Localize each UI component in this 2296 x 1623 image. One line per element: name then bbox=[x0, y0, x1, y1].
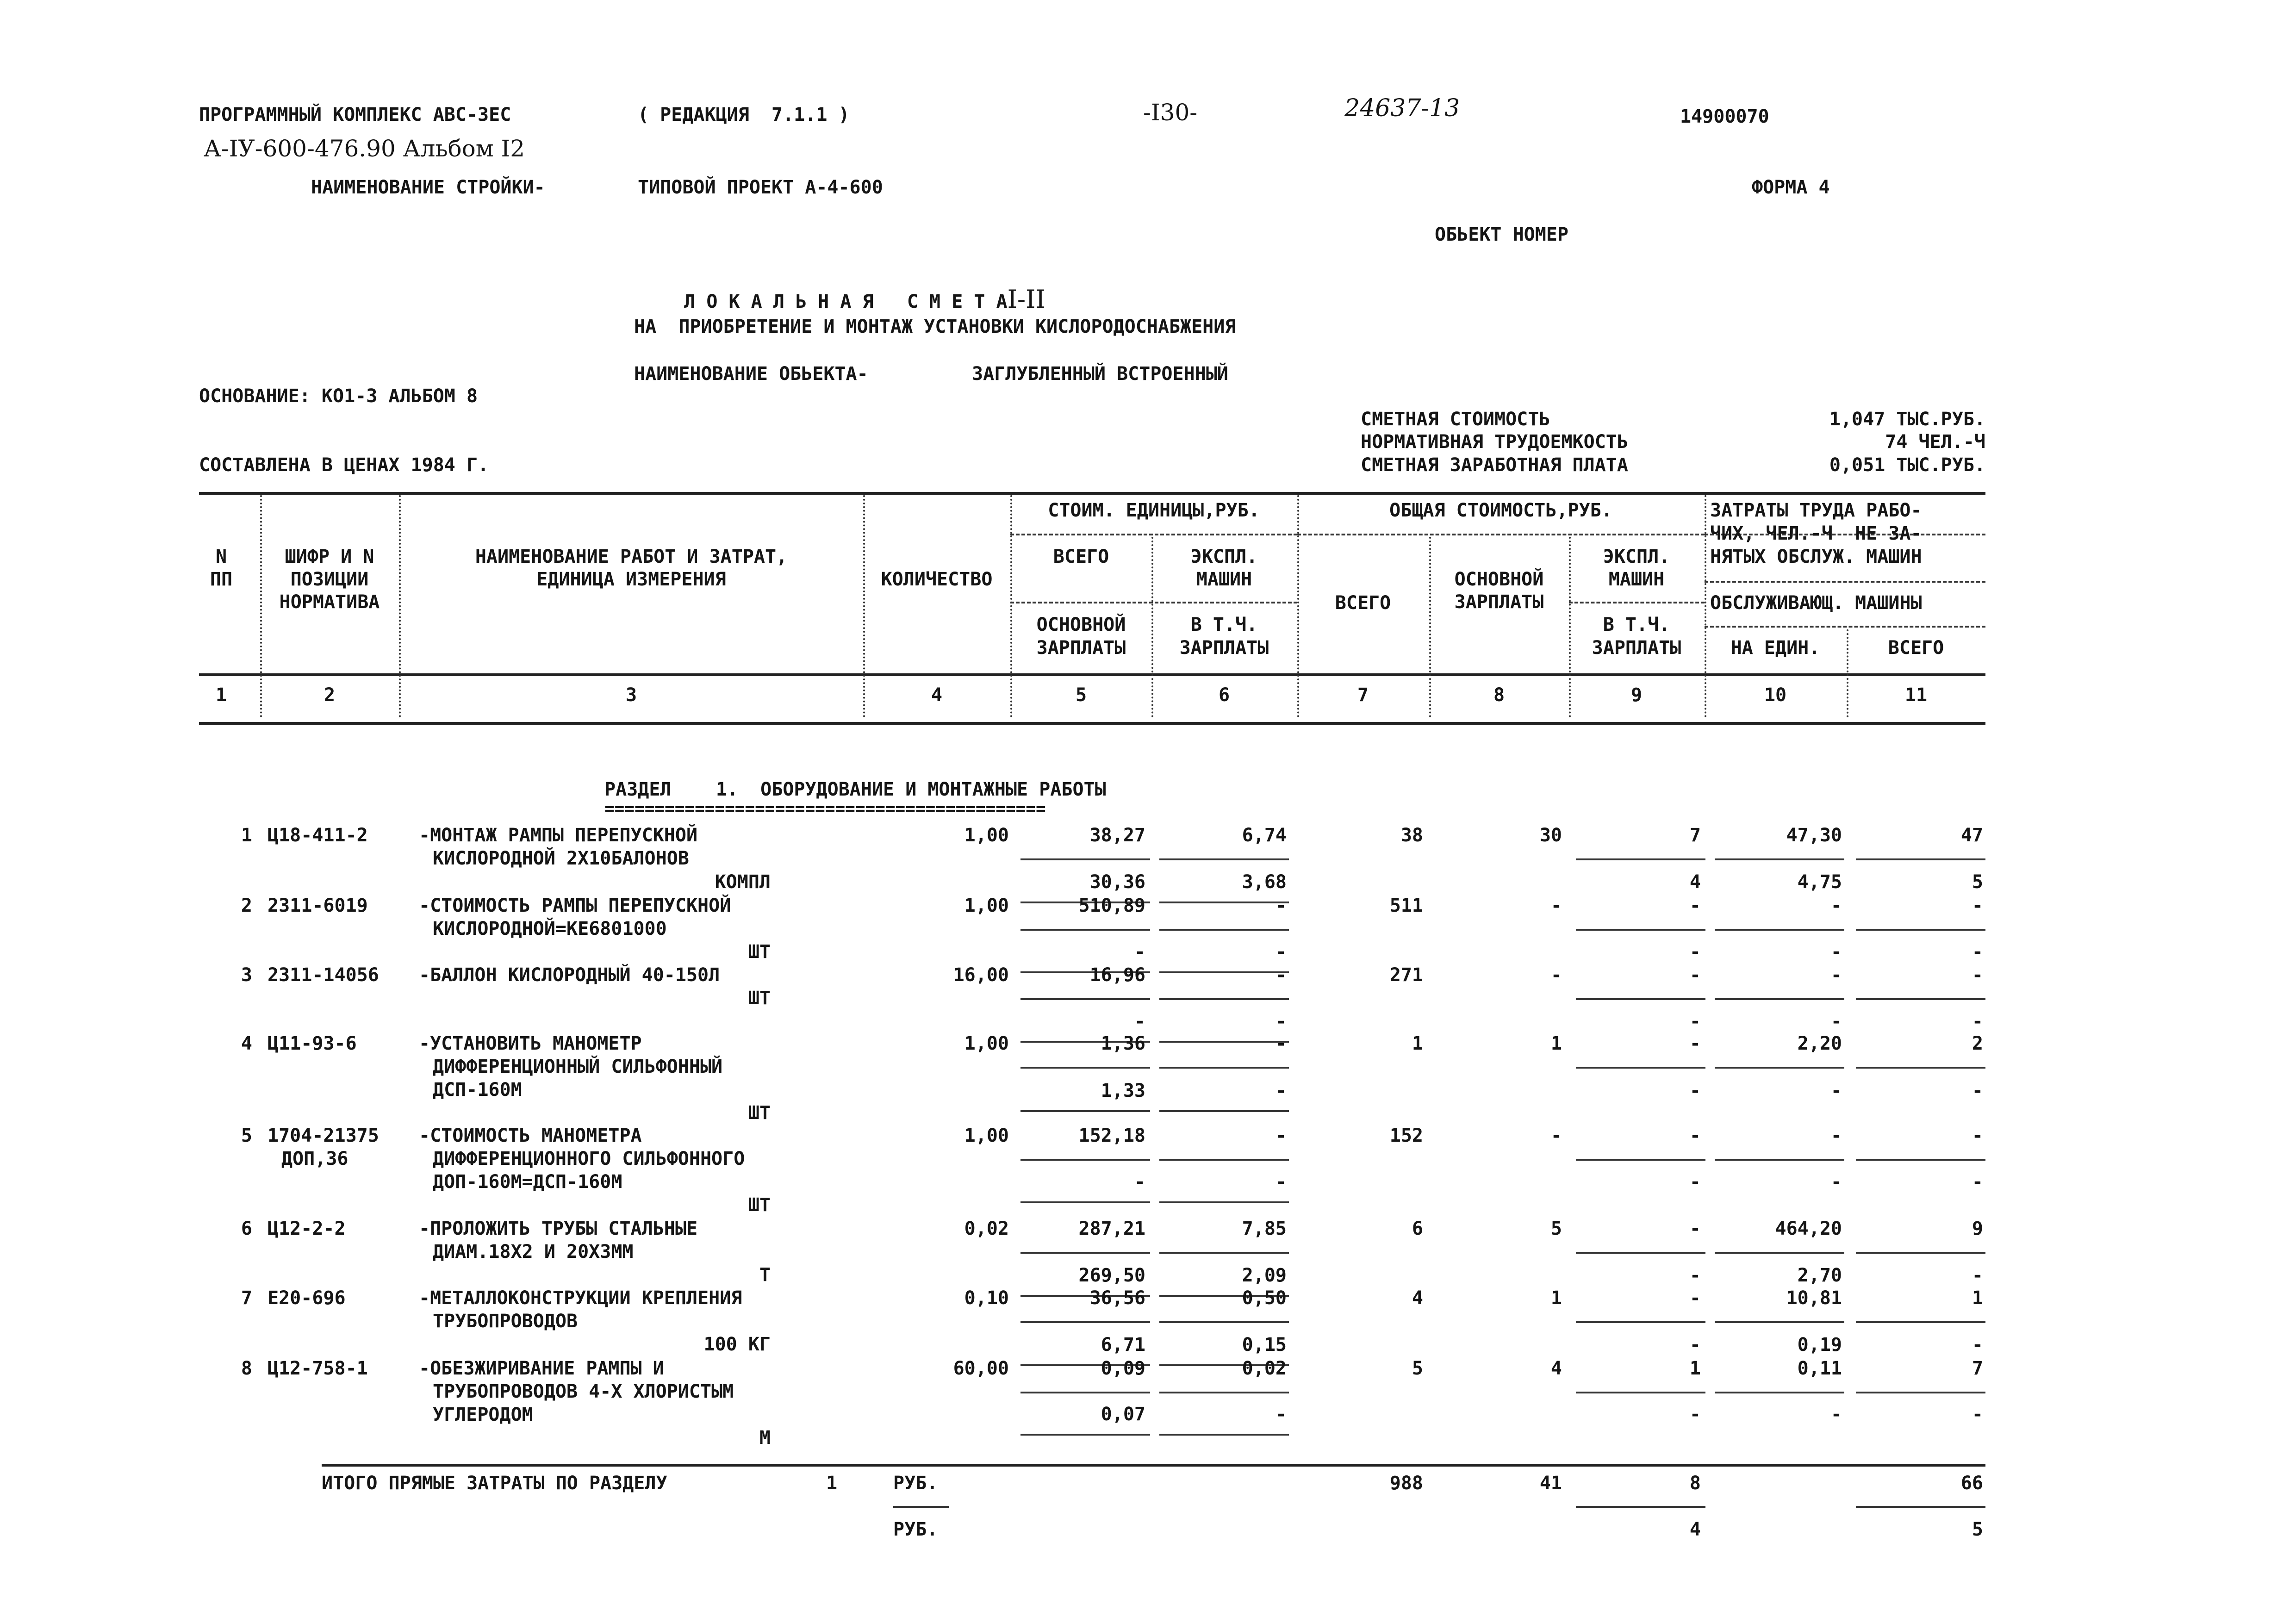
summary-label: СМЕТНАЯ СТОИМОСТЬ bbox=[1361, 409, 1550, 430]
hdr-labor-machines: ОБСЛУЖИВАЮЩ. МАШИНЫ bbox=[1710, 592, 1922, 614]
row-unit-total: 510,89 bbox=[1078, 895, 1145, 916]
row-unit-machines: 6,74 bbox=[1242, 825, 1287, 846]
hdr-total-machines: МАШИН bbox=[1608, 569, 1665, 590]
row-machines-wages: - bbox=[1689, 1265, 1701, 1286]
row-subrule bbox=[1576, 1067, 1705, 1069]
row-code: Ц18-411-2 bbox=[268, 825, 368, 846]
row-quantity: 1,00 bbox=[964, 825, 1009, 846]
row-unit-total: 16,96 bbox=[1089, 964, 1145, 986]
hdr-labor-group: ЧИХ, ЧЕЛ.-Ч НЕ ЗА- bbox=[1710, 523, 1922, 544]
totals-labor-total: 66 bbox=[1960, 1473, 1983, 1494]
object-number: ОБЬЕКТ НОМЕР bbox=[1435, 224, 1568, 245]
row-subrule bbox=[1159, 858, 1289, 860]
row-total-machines: - bbox=[1689, 1033, 1701, 1054]
row-unit: ШТ bbox=[748, 941, 771, 963]
col-number: 6 bbox=[1218, 684, 1230, 706]
row-quantity: 0,02 bbox=[964, 1218, 1009, 1239]
row-labor-total: 47 bbox=[1960, 825, 1983, 846]
row-subrule bbox=[1159, 1434, 1289, 1436]
row-labor-per-unit: - bbox=[1830, 1125, 1842, 1146]
totals-rule bbox=[1856, 1506, 1985, 1508]
row-name-line: ДИФФЕРЕНЦИОННОГО СИЛЬФОННОГО bbox=[433, 1148, 745, 1169]
row-subrule bbox=[1856, 1321, 1985, 1323]
row-subrule bbox=[1020, 1110, 1150, 1112]
row-number: 6 bbox=[241, 1218, 252, 1239]
column-separator bbox=[863, 495, 865, 717]
hdr-total-incl-wages: В Т.Ч. bbox=[1603, 614, 1670, 635]
colnum-bottom-rule bbox=[199, 722, 1985, 725]
row-unit-machines: 0,02 bbox=[1242, 1358, 1287, 1379]
row-number: 5 bbox=[241, 1125, 252, 1146]
row-subrule bbox=[1159, 1321, 1289, 1323]
row-number: 2 bbox=[241, 895, 252, 916]
column-separator bbox=[1429, 537, 1431, 717]
row-subrule bbox=[1159, 998, 1289, 1000]
handwritten-code: 24637-13 bbox=[1344, 94, 1460, 122]
row-unit-wages: - bbox=[1134, 1011, 1145, 1032]
row-labor-per-unit: 10,81 bbox=[1786, 1287, 1842, 1309]
row-number: 8 bbox=[241, 1358, 252, 1379]
row-machines-wages: - bbox=[1689, 1404, 1701, 1425]
row-subrule bbox=[1020, 1321, 1150, 1323]
row-unit-total: 0,09 bbox=[1101, 1358, 1145, 1379]
totals-total-machines: 8 bbox=[1689, 1473, 1701, 1494]
row-unit-incl-wages: 0,15 bbox=[1242, 1334, 1287, 1356]
row-number: 7 bbox=[241, 1287, 252, 1309]
row-labor-machines-total: - bbox=[1972, 1011, 1983, 1032]
row-unit-wages: 1,33 bbox=[1101, 1080, 1145, 1101]
document-code: 14900070 bbox=[1680, 106, 1769, 127]
row-labor-machines-total: - bbox=[1972, 1171, 1983, 1193]
row-total-machines: - bbox=[1689, 1125, 1701, 1146]
row-total-all: 38 bbox=[1400, 825, 1423, 846]
hdr-total-machines: ЭКСПЛ. bbox=[1603, 546, 1670, 567]
summary-label: СМЕТНАЯ ЗАРАБОТНАЯ ПЛАТА bbox=[1361, 454, 1628, 476]
row-subrule bbox=[1856, 1067, 1985, 1069]
column-separator bbox=[1297, 495, 1299, 717]
hdr-unit-wages: ОСНОВНОЙ bbox=[1036, 614, 1126, 635]
row-total-machines: - bbox=[1689, 895, 1701, 916]
hdr-labor-group: ЗАТРАТЫ ТРУДА РАБО- bbox=[1710, 500, 1922, 521]
row-subrule bbox=[1576, 1392, 1705, 1393]
header-divider bbox=[1705, 626, 1985, 628]
hdr-quantity: КОЛИЧЕСТВО bbox=[881, 569, 993, 590]
row-code-extra: ДОП,36 bbox=[281, 1148, 348, 1169]
row-labor-total: 1 bbox=[1972, 1287, 1983, 1309]
row-name-line: -МОНТАЖ РАМПЫ ПЕРЕПУСКНОЙ bbox=[419, 825, 698, 846]
hdr-unit-wages: ЗАРПЛАТЫ bbox=[1036, 637, 1126, 659]
row-total-all: 152 bbox=[1389, 1125, 1423, 1146]
row-machines-wages: - bbox=[1689, 941, 1701, 963]
table-top-rule bbox=[199, 492, 1985, 495]
row-machines-wages: 4 bbox=[1689, 871, 1701, 893]
summary-value: 0,051 ТЫС.РУБ. bbox=[1829, 454, 1985, 476]
summary-value: 1,047 ТЫС.РУБ. bbox=[1829, 409, 1985, 430]
row-unit-wages: 269,50 bbox=[1078, 1265, 1145, 1286]
hdr-unit-machines: МАШИН bbox=[1196, 569, 1252, 590]
row-total-wages: 1 bbox=[1550, 1033, 1562, 1054]
estimate-number: I-II bbox=[1007, 285, 1045, 314]
hdr-labor-per-unit: НА ЕДИН. bbox=[1730, 637, 1820, 659]
row-number: 3 bbox=[241, 964, 252, 986]
row-subrule bbox=[1159, 1201, 1289, 1203]
row-unit-machines: - bbox=[1275, 1033, 1287, 1054]
row-total-machines: 1 bbox=[1689, 1358, 1701, 1379]
row-code: Ц12-758-1 bbox=[268, 1358, 368, 1379]
row-subrule bbox=[1715, 1321, 1844, 1323]
row-unit-incl-wages: - bbox=[1275, 1404, 1287, 1425]
header-divider bbox=[1569, 602, 1705, 603]
row-subrule bbox=[1159, 1041, 1289, 1043]
row-name-line: ТРУБОПРОВОДОВ 4-Х ХЛОРИСТЫМ bbox=[433, 1381, 734, 1402]
row-number: 4 bbox=[241, 1033, 252, 1054]
basis: ОСНОВАНИЕ: КО1-3 АЛЬБОМ 8 bbox=[199, 386, 478, 407]
row-code: 1704-21375 bbox=[268, 1125, 379, 1146]
row-name-line: ДСП-160М bbox=[433, 1079, 522, 1101]
summary-value: 74 ЧЕЛ.-Ч bbox=[1885, 431, 1985, 453]
row-subrule bbox=[1856, 1252, 1985, 1254]
hdr-labor-group: НЯТЫХ ОБСЛУЖ. МАШИН bbox=[1710, 546, 1922, 567]
row-unit-wages: 0,07 bbox=[1101, 1404, 1145, 1425]
row-subrule bbox=[1576, 929, 1705, 931]
row-subrule bbox=[1715, 1067, 1844, 1069]
row-subrule bbox=[1020, 1392, 1150, 1393]
row-total-all: 5 bbox=[1412, 1358, 1423, 1379]
section-underline: ============================================ bbox=[604, 799, 1046, 818]
column-separator bbox=[1151, 537, 1153, 717]
row-code: Е20-696 bbox=[268, 1287, 346, 1309]
price-level: СОСТАВЛЕНА В ЦЕНАХ 1984 Г. bbox=[199, 454, 489, 476]
row-total-all: 271 bbox=[1389, 964, 1423, 986]
hdr-name: НАИМЕНОВАНИЕ РАБОТ И ЗАТРАТ, bbox=[475, 546, 788, 567]
row-total-machines: - bbox=[1689, 1287, 1701, 1309]
row-quantity: 0,10 bbox=[964, 1287, 1009, 1309]
row-unit: 100 КГ bbox=[703, 1334, 771, 1355]
row-labor-per-unit: 0,11 bbox=[1797, 1358, 1842, 1379]
row-total-wages: - bbox=[1550, 1125, 1562, 1146]
row-total-wages: 1 bbox=[1550, 1287, 1562, 1309]
row-labor-total: 9 bbox=[1972, 1218, 1983, 1239]
section-title: РАЗДЕЛ 1. ОБОРУДОВАНИЕ И МОНТАЖНЫЕ РАБОТЫ bbox=[604, 779, 1106, 800]
row-subrule bbox=[1159, 929, 1289, 931]
row-name-line: ДИАМ.18Х2 И 20Х3ММ bbox=[433, 1241, 634, 1262]
row-unit-incl-wages: - bbox=[1275, 1080, 1287, 1101]
row-unit-machines: - bbox=[1275, 895, 1287, 916]
header-divider bbox=[1010, 534, 1297, 535]
row-labor-machines: - bbox=[1830, 1171, 1842, 1193]
row-labor-machines-total: 5 bbox=[1972, 871, 1983, 893]
row-unit-wages: - bbox=[1134, 941, 1145, 963]
row-unit: ШТ bbox=[748, 1102, 771, 1124]
row-name-line: -СТОИМОСТЬ РАМПЫ ПЕРЕПУСКНОЙ bbox=[419, 895, 731, 916]
row-quantity: 1,00 bbox=[964, 895, 1009, 916]
column-separator bbox=[1010, 495, 1012, 717]
row-unit-total: 287,21 bbox=[1078, 1218, 1145, 1239]
row-name-line: -УСТАНОВИТЬ МАНОМЕТР bbox=[419, 1033, 642, 1054]
totals-total-all: 988 bbox=[1389, 1473, 1423, 1494]
row-unit-total: 38,27 bbox=[1089, 825, 1145, 846]
column-separator bbox=[1569, 537, 1571, 717]
row-code: 2311-6019 bbox=[268, 895, 368, 916]
col-number: 10 bbox=[1764, 684, 1787, 706]
row-subrule bbox=[1159, 902, 1289, 903]
row-name-line: УГЛЕРОДОМ bbox=[433, 1404, 533, 1425]
row-unit: КОМПЛ bbox=[715, 871, 771, 893]
row-labor-machines-total: - bbox=[1972, 941, 1983, 963]
row-subrule bbox=[1576, 858, 1705, 860]
hdr-unit-cost-group: СТОИМ. ЕДИНИЦЫ,РУБ. bbox=[1048, 500, 1260, 521]
col-number: 4 bbox=[931, 684, 943, 706]
row-subrule bbox=[1020, 1067, 1150, 1069]
row-unit: Т bbox=[759, 1264, 771, 1286]
column-separator bbox=[260, 495, 262, 717]
row-name-line: КИСЛОРОДНОЙ=КЕ6801000 bbox=[433, 918, 667, 939]
row-unit-wages: 6,71 bbox=[1101, 1334, 1145, 1356]
row-labor-per-unit: 2,20 bbox=[1797, 1033, 1842, 1054]
row-labor-machines: 4,75 bbox=[1797, 871, 1842, 893]
row-subrule bbox=[1576, 1159, 1705, 1161]
row-unit-total: 1,36 bbox=[1101, 1033, 1145, 1054]
row-labor-machines-total: - bbox=[1972, 1404, 1983, 1425]
row-subrule bbox=[1020, 1159, 1150, 1161]
totals-label: ИТОГО ПРЯМЫЕ ЗАТРАТЫ ПО РАЗДЕЛУ bbox=[322, 1473, 667, 1494]
row-total-machines: - bbox=[1689, 964, 1701, 986]
totals-labor-machines: 5 bbox=[1972, 1519, 1983, 1540]
row-total-machines: 7 bbox=[1689, 825, 1701, 846]
col-number: 3 bbox=[625, 684, 637, 706]
hdr-code: НОРМАТИВА bbox=[279, 591, 380, 613]
row-name-line: ТРУБОПРОВОДОВ bbox=[433, 1311, 578, 1332]
construction-label: НАИМЕНОВАНИЕ СТРОЙКИ- bbox=[311, 177, 545, 198]
document-subtitle: НА ПРИОБРЕТЕНИЕ И МОНТАЖ УСТАНОВКИ КИСЛОРОДОСНАБЖЕНИЯ bbox=[634, 316, 1236, 337]
row-unit-total: 152,18 bbox=[1078, 1125, 1145, 1146]
totals-machines-wages: 4 bbox=[1689, 1519, 1701, 1540]
column-separator bbox=[399, 495, 401, 717]
row-total-all: 4 bbox=[1412, 1287, 1423, 1309]
row-subrule bbox=[1576, 998, 1705, 1000]
row-name-line: -ОБЕЗЖИРИВАНИЕ РАМПЫ И bbox=[419, 1358, 664, 1379]
totals-rule bbox=[1576, 1506, 1705, 1508]
row-machines-wages: - bbox=[1689, 1171, 1701, 1193]
row-code: 2311-14056 bbox=[268, 964, 379, 986]
row-subrule bbox=[1020, 1252, 1150, 1254]
row-unit-incl-wages: - bbox=[1275, 1171, 1287, 1193]
col-number: 1 bbox=[215, 684, 227, 706]
row-subrule bbox=[1856, 929, 1985, 931]
row-unit: ШТ bbox=[748, 988, 771, 1009]
row-subrule bbox=[1856, 998, 1985, 1000]
page-number: -I30- bbox=[1143, 99, 1198, 126]
summary-label: НОРМАТИВНАЯ ТРУДОЕМКОСТЬ bbox=[1361, 431, 1628, 453]
row-labor-machines: 0,19 bbox=[1797, 1334, 1842, 1356]
totals-unit-2: РУБ. bbox=[893, 1519, 938, 1540]
row-subrule bbox=[1159, 1159, 1289, 1161]
row-subrule bbox=[1715, 1252, 1844, 1254]
row-subrule bbox=[1576, 1321, 1705, 1323]
document-title: Л О К А Л Ь Н А Я С М Е Т АI-II bbox=[684, 285, 1045, 314]
hdr-total-incl-wages: ЗАРПЛАТЫ bbox=[1592, 637, 1681, 659]
header-divider bbox=[1705, 581, 1985, 583]
row-unit-machines: - bbox=[1275, 1125, 1287, 1146]
row-labor-machines: 2,70 bbox=[1797, 1265, 1842, 1286]
row-subrule bbox=[1715, 1392, 1844, 1393]
row-name-line: -БАЛЛОН КИСЛОРОДНЫЙ 40-150Л bbox=[419, 964, 720, 986]
row-unit-incl-wages: 3,68 bbox=[1242, 871, 1287, 893]
row-subrule bbox=[1715, 1159, 1844, 1161]
row-name-line: ДИФФЕРЕНЦИОННЫЙ СИЛЬФОННЫЙ bbox=[433, 1056, 723, 1077]
object-label: НАИМЕНОВАНИЕ ОБЬЕКТА- bbox=[634, 363, 868, 385]
row-labor-machines: - bbox=[1830, 1404, 1842, 1425]
row-quantity: 60,00 bbox=[953, 1358, 1009, 1379]
row-subrule bbox=[1715, 858, 1844, 860]
row-total-machines: - bbox=[1689, 1218, 1701, 1239]
hdr-num: ПП bbox=[210, 569, 233, 590]
col-number: 8 bbox=[1493, 684, 1505, 706]
row-name-line: ДОП-160М=ДСП-160М bbox=[433, 1171, 622, 1193]
row-subrule bbox=[1020, 929, 1150, 931]
hdr-total-all: ВСЕГО bbox=[1335, 592, 1391, 614]
col-number: 9 bbox=[1630, 684, 1643, 706]
hdr-unit-incl-wages: ЗАРПЛАТЫ bbox=[1179, 637, 1269, 659]
row-subrule bbox=[1159, 971, 1289, 973]
program-name: ПРОГРАММНЫЙ КОМПЛЕКС АВС-3ЕС bbox=[199, 104, 511, 125]
row-quantity: 1,00 bbox=[964, 1033, 1009, 1054]
hdr-name: ЕДИНИЦА ИЗМЕРЕНИЯ bbox=[536, 569, 726, 590]
hdr-unit-total: ВСЕГО bbox=[1053, 546, 1109, 567]
row-subrule bbox=[1020, 1434, 1150, 1436]
row-unit: М bbox=[759, 1427, 771, 1449]
row-subrule bbox=[1159, 1110, 1289, 1112]
construction-value: ТИПОВОЙ ПРОЕКТ А-4-600 bbox=[638, 177, 883, 198]
row-name-line: -МЕТАЛЛОКОНСТРУКЦИИ КРЕПЛЕНИЯ bbox=[419, 1287, 742, 1309]
row-machines-wages: - bbox=[1689, 1080, 1701, 1101]
row-unit-machines: 7,85 bbox=[1242, 1218, 1287, 1239]
row-total-all: 6 bbox=[1412, 1218, 1423, 1239]
hdr-total-wages: ОСНОВНОЙ bbox=[1454, 569, 1544, 590]
col-number: 2 bbox=[324, 684, 336, 706]
row-subrule bbox=[1159, 1252, 1289, 1254]
row-subrule bbox=[1020, 998, 1150, 1000]
row-unit-incl-wages: 2,09 bbox=[1242, 1265, 1287, 1286]
row-labor-per-unit: - bbox=[1830, 964, 1842, 986]
row-subrule bbox=[1856, 858, 1985, 860]
row-total-wages: - bbox=[1550, 895, 1562, 916]
row-labor-machines-total: - bbox=[1972, 1265, 1983, 1286]
col-number: 5 bbox=[1075, 684, 1087, 706]
row-labor-per-unit: 47,30 bbox=[1786, 825, 1842, 846]
row-labor-total: - bbox=[1972, 964, 1983, 986]
row-labor-total: - bbox=[1972, 895, 1983, 916]
row-number: 1 bbox=[241, 825, 252, 846]
row-name-line: КИСЛОРОДНОЙ 2Х10БАЛОНОВ bbox=[433, 848, 689, 869]
row-total-wages: 5 bbox=[1550, 1218, 1562, 1239]
row-subrule bbox=[1856, 1159, 1985, 1161]
totals-top-rule bbox=[322, 1464, 1985, 1467]
row-unit-machines: 0,50 bbox=[1242, 1287, 1287, 1309]
column-separator bbox=[1705, 495, 1706, 717]
col-number: 7 bbox=[1357, 684, 1369, 706]
row-machines-wages: - bbox=[1689, 1011, 1701, 1032]
totals-section: 1 bbox=[826, 1473, 838, 1494]
row-subrule bbox=[1576, 1252, 1705, 1254]
row-labor-per-unit: 464,20 bbox=[1775, 1218, 1842, 1239]
row-name-line: -СТОИМОСТЬ МАНОМЕТРА bbox=[419, 1125, 642, 1146]
row-total-wages: 4 bbox=[1550, 1358, 1562, 1379]
header-divider bbox=[1010, 602, 1297, 603]
row-labor-machines: - bbox=[1830, 1080, 1842, 1101]
hdr-total-wages: ЗАРПЛАТЫ bbox=[1454, 591, 1544, 613]
hdr-labor-total: ВСЕГО bbox=[1888, 637, 1944, 659]
totals-unit-rule bbox=[893, 1506, 949, 1508]
row-subrule bbox=[1020, 1201, 1150, 1203]
row-labor-total: 7 bbox=[1972, 1358, 1983, 1379]
row-labor-total: - bbox=[1972, 1125, 1983, 1146]
hdr-code: ПОЗИЦИИ bbox=[290, 569, 369, 590]
column-separator bbox=[1847, 629, 1848, 717]
row-code: Ц12-2-2 bbox=[268, 1218, 346, 1239]
row-name-line: -ПРОЛОЖИТЬ ТРУБЫ СТАЛЬНЫЕ bbox=[419, 1218, 698, 1239]
row-subrule bbox=[1856, 1392, 1985, 1393]
row-unit: ШТ bbox=[748, 1194, 771, 1216]
row-unit-total: 36,56 bbox=[1089, 1287, 1145, 1309]
row-labor-machines-total: - bbox=[1972, 1334, 1983, 1356]
hdr-num: N bbox=[215, 546, 227, 567]
row-subrule bbox=[1715, 929, 1844, 931]
album-reference: А-IУ-600-476.90 Альбом I2 bbox=[204, 135, 525, 162]
row-unit-wages: 30,36 bbox=[1089, 871, 1145, 893]
row-unit-machines: - bbox=[1275, 964, 1287, 986]
row-labor-machines-total: - bbox=[1972, 1080, 1983, 1101]
row-quantity: 16,00 bbox=[953, 964, 1009, 986]
row-unit-incl-wages: - bbox=[1275, 1011, 1287, 1032]
row-unit-wages: - bbox=[1134, 1171, 1145, 1193]
row-subrule bbox=[1159, 1067, 1289, 1069]
row-total-wages: - bbox=[1550, 964, 1562, 986]
form-number: ФОРМА 4 bbox=[1752, 177, 1830, 198]
row-total-wages: 30 bbox=[1539, 825, 1562, 846]
object-value: ЗАГЛУБЛЕННЫЙ ВСТРОЕННЫЙ bbox=[972, 363, 1228, 385]
col-number: 11 bbox=[1904, 684, 1928, 706]
row-unit-incl-wages: - bbox=[1275, 941, 1287, 963]
row-machines-wages: - bbox=[1689, 1334, 1701, 1356]
hdr-unit-incl-wages: В Т.Ч. bbox=[1190, 614, 1258, 635]
row-subrule bbox=[1020, 858, 1150, 860]
row-labor-machines: - bbox=[1830, 941, 1842, 963]
row-subrule bbox=[1159, 1392, 1289, 1393]
hdr-total-cost-group: ОБЩАЯ СТОИМОСТЬ,РУБ. bbox=[1389, 500, 1612, 521]
row-labor-per-unit: - bbox=[1830, 895, 1842, 916]
header-bottom-rule bbox=[199, 673, 1985, 676]
row-subrule bbox=[1715, 998, 1844, 1000]
row-labor-total: 2 bbox=[1972, 1033, 1983, 1054]
totals-unit: РУБ. bbox=[893, 1473, 938, 1494]
row-total-all: 1 bbox=[1412, 1033, 1423, 1054]
row-code: Ц11-93-6 bbox=[268, 1033, 357, 1054]
row-labor-machines: - bbox=[1830, 1011, 1842, 1032]
header-divider bbox=[1297, 534, 1705, 535]
program-edition: ( РЕДАКЦИЯ 7.1.1 ) bbox=[638, 104, 850, 125]
row-quantity: 1,00 bbox=[964, 1125, 1009, 1146]
hdr-code: ШИФР И N bbox=[285, 546, 374, 567]
hdr-unit-machines: ЭКСПЛ. bbox=[1190, 546, 1258, 567]
row-total-all: 511 bbox=[1389, 895, 1423, 916]
totals-total-wages: 41 bbox=[1539, 1473, 1562, 1494]
